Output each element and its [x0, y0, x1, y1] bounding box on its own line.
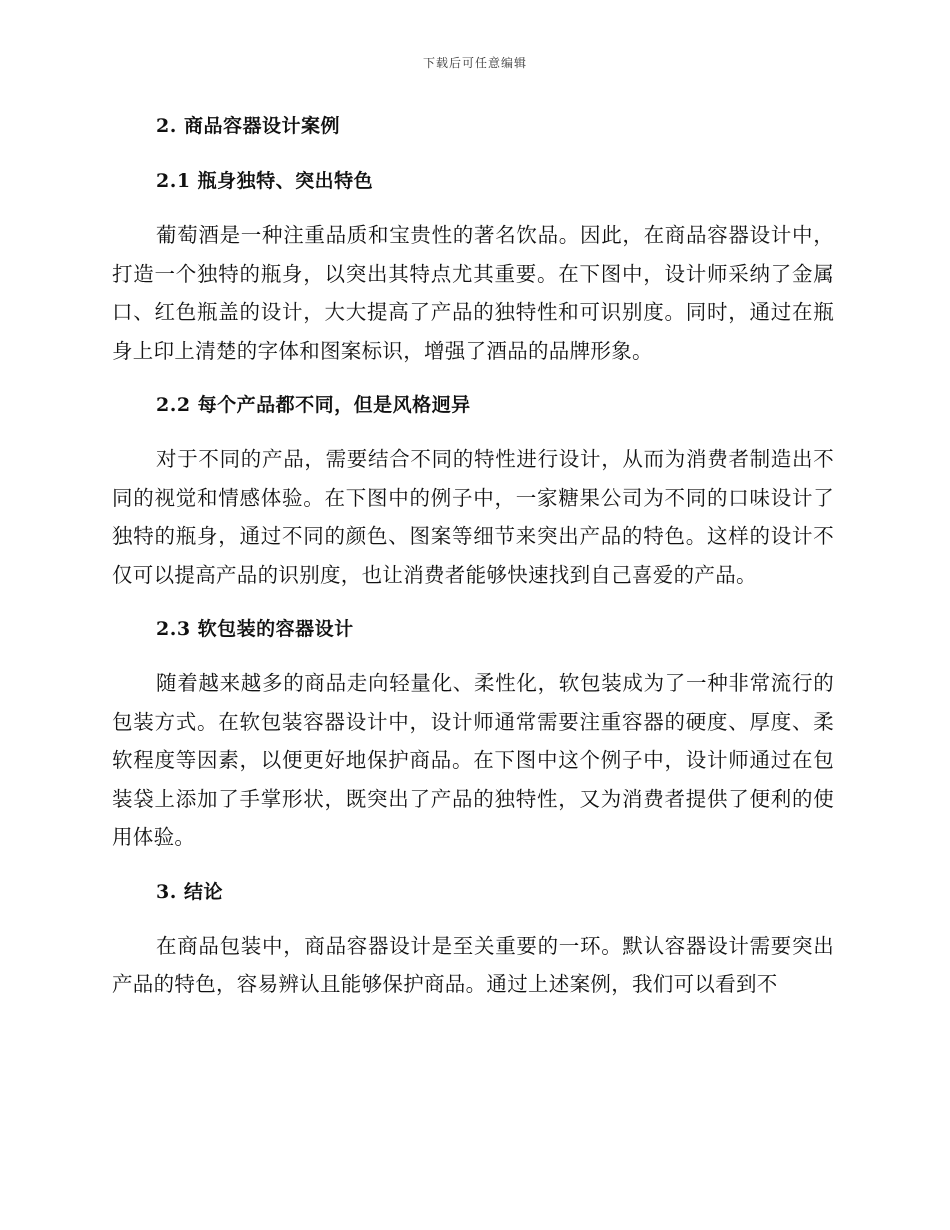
section-2-2-paragraph: 对于不同的产品，需要结合不同的特性进行设计，从而为消费者制造出不同的视觉和情感体验。在下图中的例子中，一家糖果公司为不同的口味设计了独特的瓶身，通过不同的颜色、图案等细节来突出产品的特色。这样的设计不仅可以提高产品的识别度，也让消费者能够快速找到自己喜爱的产品。 — [112, 447, 834, 587]
section-2-heading: 2. 商品容器设计案例 — [156, 115, 340, 137]
section-2-1-heading: 2.1 瓶身独特、突出特色 — [156, 170, 374, 192]
section-2-3-paragraph: 随着越来越多的商品走向轻量化、柔性化，软包装成为了一种非常流行的包装方式。在软包装容器设计中，设计师通常需要注重容器的硬度、厚度、柔软程度等因素，以便更好地保护商品。在下图中这个例子中，设计师通过在包装袋上添加了手掌形状，既突出了产品的独特性，又为消费者提供了便利的使用体验。 — [112, 671, 834, 849]
section-2-2-heading: 2.2 每个产品都不同，但是风格迥异 — [156, 394, 471, 416]
section-3-paragraph: 在商品包装中，商品容器设计是至关重要的一环。默认容器设计需要突出产品的特色，容易辨认且能够保护商品。通过上述案例，我们可以看到不 — [112, 933, 834, 996]
header-note: 下载后可任意编辑 — [422, 56, 527, 70]
section-3-heading: 3. 结论 — [156, 880, 223, 903]
document-body — [112, 106, 834, 1019]
section-2-1-paragraph: 葡萄酒是一种注重品质和宝贵性的著名饮品。因此，在商品容器设计中，打造一个独特的瓶身，以突出其特点尤其重要。在下图中，设计师采纳了金属口、红色瓶盖的设计，大大提高了产品的独特性和可识别度。同时，通过在瓶身上印上清楚的字体和图案标识，增强了酒品的品牌形象。 — [112, 223, 834, 363]
section-2-3-heading: 2.3 软包装的容器设计 — [156, 618, 354, 640]
